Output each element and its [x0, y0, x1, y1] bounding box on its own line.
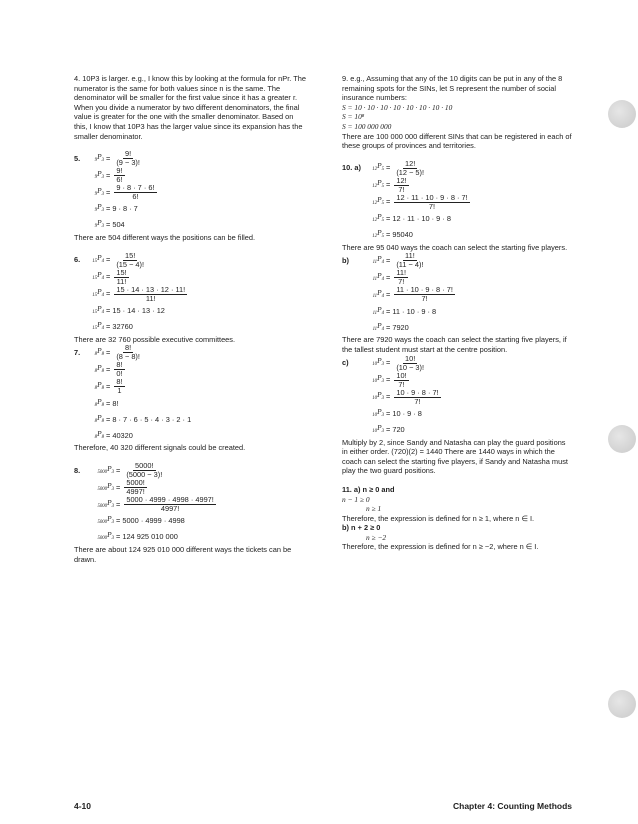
equation-line: 10. a) $_{12}P_5$ = $\frac{12!}{(12 - 5)!}$ — [342, 158, 425, 177]
fraction: $\frac{12 \cdot 11 \cdot 10 \cdot 9 \cdot 8 \cdot 7!}{7!}$ — [396, 192, 468, 211]
equation-line: $_{11}P_4$ = 11 · 10 · 9 · 8 — [372, 304, 437, 316]
equation-line: $_9P_3$ = $\frac{9 \cdot 8 \cdot 7 \cdot 6!}{6!}$ — [94, 183, 155, 202]
equation-line: $_{12}P_5$ = $\frac{12 \cdot 11 \cdot 10 \cdot 9 \cdot 8 \cdot 7!}{7!}$ — [372, 192, 468, 211]
answer-7 — [74, 344, 306, 453]
fraction: $\frac{8!}{1}$ — [116, 377, 123, 396]
fraction: $\frac{5000!}{4997!}$ — [126, 477, 145, 496]
answer-10b — [342, 252, 572, 354]
fraction: $\frac{9!}{(9 - 3)!}$ — [116, 149, 140, 168]
fraction: $\frac{8!}{(8 - 8)!}$ — [116, 343, 140, 362]
answer-8 — [74, 462, 306, 564]
fraction: $\frac{5000!}{(5000 - 3)!}$ — [126, 460, 163, 479]
answer-11a-text: Therefore, the expression is defined for n ≥ 1, where n ∈ I. — [342, 513, 535, 523]
question-number: 7. — [74, 348, 81, 358]
question-number: 10. a) — [342, 163, 361, 173]
equation-line: b) $_{11}P_4$ = $\frac{11!}{(11 - 4)!}$ — [342, 251, 424, 270]
fraction: $\frac{12!}{7!}$ — [396, 175, 407, 194]
answer-11b-step: n ≥ −2 — [366, 532, 387, 542]
equation-line: $_{5000}P_3$ = 124 925 010 000 — [97, 530, 178, 542]
question-number: 8. — [74, 465, 81, 475]
answer-11a-step: n ≥ 1 — [366, 504, 382, 514]
answer-9-line: S = 10 · 10 · 10 · 10 · 10 · 10 · 10 · 10 — [342, 102, 453, 112]
answer-11a-head: 11. a) n ≥ 0 and — [342, 484, 395, 494]
answer-text: There are 7920 ways the coach can select the starting five players, if the tallest student must start at the centre position. — [342, 335, 567, 354]
answer-text: There are 95 040 ways the coach can select the starting five players. — [342, 242, 568, 252]
equation-line: $_9P_3$ = 504 — [94, 218, 125, 230]
answer-11b-text: Therefore, the expression is defined for n ≥ −2, where n ∈ I. — [342, 542, 539, 552]
question-number: c) — [342, 358, 349, 368]
answer-9-text: There are 100 000 000 different SINs that can be registered in each of these groups of provinces and territories. — [342, 131, 572, 151]
answer-9-line: S = 100 000 000 — [342, 121, 392, 131]
equation-line: c) $_{10}P_3$ = $\frac{10!}{(10 - 3)!}$ — [342, 353, 425, 372]
equation-line: $_8P_8$ = $\frac{8!}{1}$ — [94, 377, 123, 396]
binder-hole — [608, 425, 636, 453]
equation-line: $_8P_8$ = 8 · 7 · 6 · 5 · 4 · 3 · 2 · 1 — [94, 412, 192, 424]
equation-line: $_{12}P_5$ = 12 · 11 · 10 · 9 · 8 — [372, 211, 451, 223]
question-number: 6. — [74, 255, 81, 265]
fraction: $\frac{5000 \cdot 4999 \cdot 4998 \cdot 4997!}{4997!}$ — [126, 494, 214, 513]
binder-hole — [608, 690, 636, 718]
equation-line: 5. $_9P_3$ = $\frac{9!}{(9 - 3)!}$ — [74, 149, 140, 168]
question-number: b) — [342, 256, 349, 266]
equation-line: $_{5000}P_3$ = $\frac{5000 \cdot 4999 \cdot 4998 \cdot 4997!}{4997!}$ — [97, 494, 214, 513]
fraction: $\frac{10 \cdot 9 \cdot 8 \cdot 7!}{7!}$ — [396, 387, 439, 406]
fraction: $\frac{10!}{7!}$ — [396, 370, 407, 389]
answer-text: Therefore, 40 320 different signals could be created. — [74, 443, 246, 453]
equation-line: $_8P_8$ = $\frac{8!}{0!}$ — [94, 360, 123, 379]
equation-line: $_{11}P_4$ = $\frac{11!}{7!}$ — [372, 268, 407, 287]
equation-line: 6. $_{15}P_4$ = $\frac{15!}{(15 - 4)!}$ — [74, 250, 145, 269]
left-column — [74, 74, 306, 564]
equation-line: $_9P_3$ = $\frac{9!}{6!}$ — [94, 166, 123, 185]
answer-text: There are 504 different ways the positions can be filled. — [74, 233, 256, 243]
answer-5 — [74, 150, 306, 243]
answer-text: Multiply by 2, since Sandy and Natasha can play the guard positions in either order. (720)(2) = 1440 There are 1440 ways in which the coach can select the starting five players, if Sandy and Natasha must play the two guard positions. — [342, 437, 568, 476]
fraction: $\frac{11 \cdot 10 \cdot 9 \cdot 8 \cdot 7!}{7!}$ — [396, 285, 453, 304]
answer-11 — [342, 485, 572, 552]
equation-line: $_{10}P_3$ = $\frac{10 \cdot 9 \cdot 8 \cdot 7!}{7!}$ — [372, 387, 439, 406]
answer-6 — [74, 252, 306, 345]
answer-9-line: S = 10⁸ — [342, 112, 365, 122]
equation-line: $_{15}P_4$ = $\frac{15!}{11!}$ — [92, 267, 127, 286]
equation-line: $_{12}P_5$ = 95040 — [372, 227, 413, 239]
equation-line: $_{10}P_3$ = 720 — [372, 422, 405, 434]
answer-11a-step: n − 1 ≥ 0 — [342, 494, 370, 504]
answer-10c — [342, 355, 572, 476]
fraction: $\frac{15!}{11!}$ — [116, 267, 127, 286]
answer-11b-head: b) n + 2 ≥ 0 — [342, 523, 381, 533]
answer-10a — [342, 160, 572, 253]
right-column — [342, 74, 572, 552]
equation-line: $_9P_3$ = 9 · 8 · 7 — [94, 202, 138, 214]
fraction: $\frac{15!}{(15 - 4)!}$ — [116, 250, 145, 269]
equation-line: $_8P_8$ = 40320 — [94, 428, 133, 440]
equation-line: 8. $_{5000}P_3$ = $\frac{5000!}{(5000 - 3)!}$ — [74, 460, 163, 479]
fraction: $\frac{10!}{(10 - 3)!}$ — [396, 353, 425, 372]
equation-line: $_{11}P_4$ = 7920 — [372, 320, 409, 332]
answer-4: 4. 10P3 is larger. e.g., I know this by looking at the formula for nPr. The numerator is the same for both values since n is the same. The denominator will be smaller for the first value since it has a greater r. When you divide a numerator by two different denominators, the final value is greater for the one with the smaller denominator. Based on this, I know that 10P3 has the larger value since its expansion has the smaller denominator. — [74, 74, 306, 141]
equation-line: $_{11}P_4$ = $\frac{11 \cdot 10 \cdot 9 \cdot 8 \cdot 7!}{7!}$ — [372, 285, 453, 304]
fraction: $\frac{9!}{6!}$ — [116, 166, 123, 185]
equation-line: $_{5000}P_3$ = $\frac{5000!}{4997!}$ — [97, 477, 145, 496]
equation-line: $_{12}P_5$ = $\frac{12!}{7!}$ — [372, 175, 407, 194]
equation-line: $_{5000}P_3$ = 5000 · 4999 · 4998 — [97, 514, 185, 526]
question-number: 5. — [74, 153, 81, 163]
answer-text: There are 32 760 possible executive committees. — [74, 334, 236, 344]
answer-9: 9. e.g., Assuming that any of the 10 digits can be put in any of the 8 remaining spots for the SINs, let S represent the number of social insurance numbers: — [342, 74, 563, 103]
fraction: $\frac{15 \cdot 14 \cdot 13 \cdot 12 \cdot 11!}{11!}$ — [116, 284, 186, 303]
binder-hole — [608, 100, 636, 128]
equation-line: 7. $_8P_8$ = $\frac{8!}{(8 - 8)!}$ — [74, 343, 140, 362]
fraction: $\frac{11!}{7!}$ — [396, 268, 407, 287]
page-number: 4-10 — [74, 801, 92, 811]
equation-line: $_{15}P_4$ = 15 · 14 · 13 · 12 — [92, 303, 165, 315]
fraction: $\frac{11!}{(11 - 4)!}$ — [396, 251, 424, 270]
equation-line: $_{15}P_4$ = $\frac{15 \cdot 14 \cdot 13 \cdot 12 \cdot 11!}{11!}$ — [92, 284, 186, 303]
equation-line: $_{10}P_3$ = 10 · 9 · 8 — [372, 406, 422, 418]
fraction: $\frac{9 \cdot 8 \cdot 7 \cdot 6!}{6!}$ — [116, 183, 155, 202]
fraction: $\frac{12!}{(12 - 5)!}$ — [396, 158, 425, 177]
fraction: $\frac{8!}{0!}$ — [116, 360, 123, 379]
equation-line: $_8P_8$ = 8! — [94, 396, 119, 408]
answer-text: There are about 124 925 010 000 different ways the tickets can be drawn. — [74, 544, 292, 564]
equation-line: $_{10}P_3$ = $\frac{10!}{7!}$ — [372, 370, 407, 389]
chapter-title: Chapter 4: Counting Methods — [453, 801, 572, 811]
equation-line: $_{15}P_4$ = 32760 — [92, 319, 133, 331]
